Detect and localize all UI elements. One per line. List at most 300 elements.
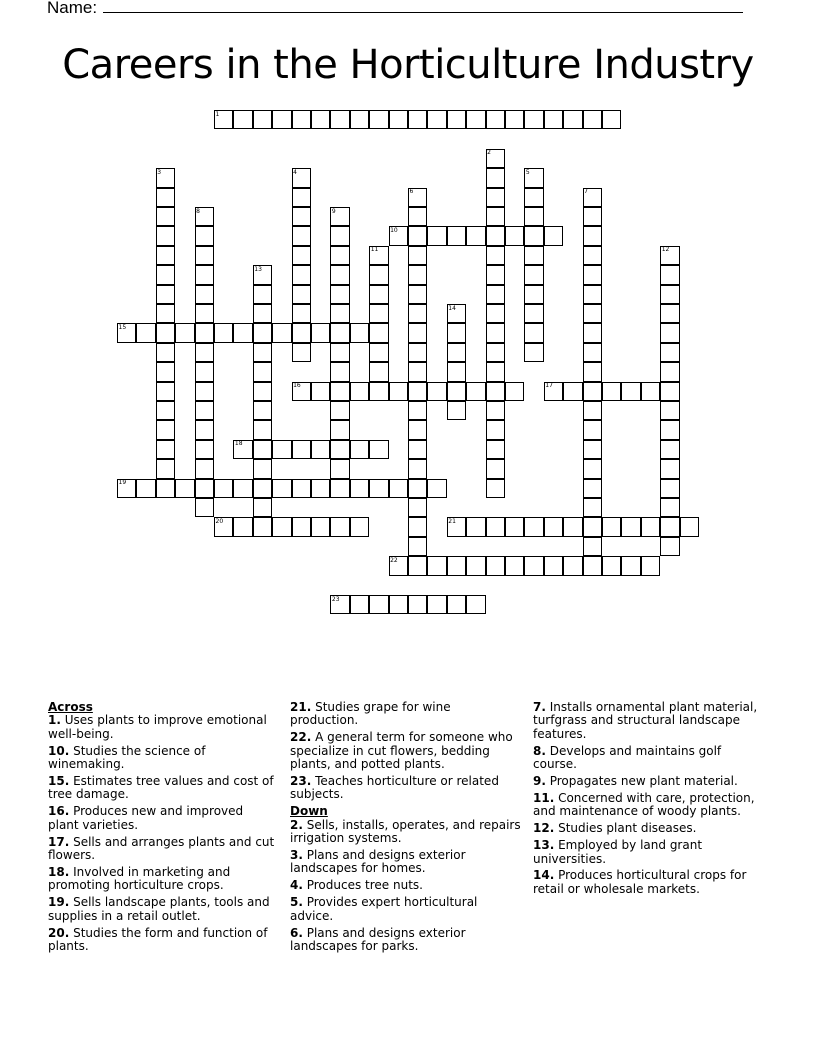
- crossword-cell[interactable]: [330, 440, 349, 459]
- crossword-cell[interactable]: [544, 517, 563, 536]
- crossword-cell[interactable]: [272, 517, 291, 536]
- crossword-cell[interactable]: [330, 479, 349, 498]
- crossword-cell[interactable]: [602, 517, 621, 536]
- crossword-cell[interactable]: [486, 188, 505, 207]
- crossword-cell[interactable]: [408, 304, 427, 323]
- crossword-cell[interactable]: [272, 440, 291, 459]
- crossword-cell[interactable]: [369, 343, 388, 362]
- crossword-cell[interactable]: [253, 285, 272, 304]
- clue-text: Provides expert horticultural advice.: [290, 895, 478, 923]
- crossword-cell[interactable]: [195, 226, 214, 245]
- crossword-cell[interactable]: [292, 517, 311, 536]
- clue-item: [533, 745, 768, 772]
- clue-text: Produces tree nuts.: [302, 878, 423, 893]
- cell-number: 22: [390, 556, 398, 564]
- crossword-cell[interactable]: [563, 110, 582, 129]
- crossword-cell[interactable]: [369, 440, 388, 459]
- crossword-cell[interactable]: [583, 479, 602, 498]
- crossword-cell[interactable]: [486, 440, 505, 459]
- clue-text: Sells, installs, operates, and repairs irrigation systems.: [290, 817, 521, 846]
- crossword-cell[interactable]: [136, 479, 155, 498]
- crossword-cell[interactable]: [621, 517, 640, 536]
- crossword-cell[interactable]: [292, 479, 311, 498]
- crossword-cell[interactable]: [447, 343, 466, 362]
- crossword-cell[interactable]: [253, 343, 272, 362]
- crossword-cell[interactable]: [330, 382, 349, 401]
- crossword-cell[interactable]: [156, 246, 175, 265]
- clue-number: 16.: [48, 804, 70, 819]
- crossword-cell[interactable]: [233, 517, 252, 536]
- crossword-cell[interactable]: [369, 323, 388, 342]
- crossword-cell[interactable]: [253, 440, 272, 459]
- crossword-cell[interactable]: [486, 479, 505, 498]
- crossword-cell[interactable]: [195, 401, 214, 420]
- clue-number: 15.: [48, 774, 70, 789]
- crossword-cell[interactable]: [486, 556, 505, 575]
- crossword-cell[interactable]: [195, 362, 214, 381]
- crossword-cell[interactable]: [466, 226, 485, 245]
- crossword-cell[interactable]: [583, 343, 602, 362]
- crossword-cell[interactable]: [195, 420, 214, 439]
- crossword-cell[interactable]: [524, 285, 543, 304]
- crossword-cell[interactable]: [195, 459, 214, 478]
- crossword-cell[interactable]: [486, 110, 505, 129]
- crossword-cell[interactable]: [408, 246, 427, 265]
- crossword-cell[interactable]: [408, 265, 427, 284]
- crossword-cell[interactable]: [292, 188, 311, 207]
- crossword-cell[interactable]: [136, 323, 155, 342]
- crossword-cell[interactable]: [233, 323, 252, 342]
- crossword-cell[interactable]: [389, 595, 408, 614]
- crossword-cell[interactable]: [350, 323, 369, 342]
- crossword-cell[interactable]: [563, 382, 582, 401]
- crossword-cell[interactable]: [466, 517, 485, 536]
- crossword-cell[interactable]: [311, 440, 330, 459]
- crossword-cell[interactable]: [583, 556, 602, 575]
- clue-text: Studies grape for wine production.: [290, 700, 451, 728]
- crossword-cell[interactable]: [408, 479, 427, 498]
- crossword-cell[interactable]: [311, 517, 330, 536]
- crossword-cell[interactable]: [602, 556, 621, 575]
- crossword-cell[interactable]: [156, 323, 175, 342]
- crossword-cell[interactable]: [583, 420, 602, 439]
- crossword-cell[interactable]: [583, 246, 602, 265]
- crossword-cell[interactable]: [660, 382, 679, 401]
- clue-number: 2.: [290, 817, 303, 832]
- crossword-cell[interactable]: [408, 420, 427, 439]
- crossword-cell[interactable]: [660, 537, 679, 556]
- crossword-cell[interactable]: [214, 479, 233, 498]
- crossword-cell[interactable]: [583, 498, 602, 517]
- crossword-cell[interactable]: [408, 459, 427, 478]
- clue-text: Teaches horticulture or related subjects.: [290, 774, 499, 802]
- crossword-cell[interactable]: [447, 556, 466, 575]
- crossword-cell[interactable]: [369, 382, 388, 401]
- crossword-cell[interactable]: [292, 246, 311, 265]
- crossword-cell[interactable]: [195, 246, 214, 265]
- crossword-cell[interactable]: [408, 207, 427, 226]
- crossword-cell[interactable]: [292, 207, 311, 226]
- crossword-cell[interactable]: [330, 459, 349, 478]
- crossword-cell[interactable]: [583, 362, 602, 381]
- crossword-cell[interactable]: [350, 595, 369, 614]
- clue-text: Studies the science of winemaking.: [48, 743, 206, 772]
- clue-item: [533, 839, 768, 866]
- crossword-cell[interactable]: [621, 556, 640, 575]
- crossword-cell[interactable]: [292, 110, 311, 129]
- crossword-cell[interactable]: [524, 207, 543, 226]
- crossword-cell[interactable]: [350, 382, 369, 401]
- clues-column-1: [48, 701, 276, 957]
- crossword-cell[interactable]: [253, 110, 272, 129]
- crossword-cell[interactable]: [486, 459, 505, 478]
- cell-number: 19: [118, 479, 127, 487]
- crossword-cell[interactable]: [660, 498, 679, 517]
- crossword-cell[interactable]: [505, 226, 524, 245]
- crossword-cell[interactable]: [156, 265, 175, 284]
- crossword-cell[interactable]: [486, 304, 505, 323]
- clue-item: [48, 866, 276, 893]
- crossword-cell[interactable]: [156, 420, 175, 439]
- crossword-cell[interactable]: [427, 556, 446, 575]
- crossword-cell[interactable]: [292, 323, 311, 342]
- crossword-cell[interactable]: [583, 323, 602, 342]
- crossword-cell[interactable]: [660, 440, 679, 459]
- crossword-cell[interactable]: [253, 420, 272, 439]
- crossword-cell[interactable]: [680, 517, 699, 536]
- crossword-cell[interactable]: [253, 362, 272, 381]
- crossword-cell[interactable]: [660, 362, 679, 381]
- crossword-cell[interactable]: [583, 226, 602, 245]
- crossword-cell[interactable]: [583, 537, 602, 556]
- crossword-cell[interactable]: [408, 226, 427, 245]
- crossword-cell[interactable]: [505, 382, 524, 401]
- crossword-cell[interactable]: [330, 517, 349, 536]
- crossword-cell[interactable]: [486, 168, 505, 187]
- crossword-cell[interactable]: [660, 517, 679, 536]
- clue-item: [290, 775, 522, 802]
- crossword-cell[interactable]: [350, 440, 369, 459]
- crossword-cell[interactable]: [408, 285, 427, 304]
- crossword-cell[interactable]: [369, 362, 388, 381]
- crossword-cell[interactable]: [447, 401, 466, 420]
- crossword-cell[interactable]: [156, 362, 175, 381]
- crossword-cell[interactable]: [427, 382, 446, 401]
- crossword-cell[interactable]: [369, 285, 388, 304]
- crossword-cell[interactable]: [544, 110, 563, 129]
- crossword-cell[interactable]: [583, 110, 602, 129]
- crossword-cell[interactable]: [311, 323, 330, 342]
- clue-item: [290, 879, 522, 892]
- crossword-cell[interactable]: [524, 556, 543, 575]
- crossword-cell[interactable]: [253, 401, 272, 420]
- crossword-cell[interactable]: [486, 382, 505, 401]
- crossword-cell[interactable]: [292, 265, 311, 284]
- crossword-cell[interactable]: [660, 323, 679, 342]
- crossword-cell[interactable]: [466, 110, 485, 129]
- crossword-cell[interactable]: [253, 517, 272, 536]
- crossword-cell[interactable]: [466, 595, 485, 614]
- clue-text: A general term for someone who specialize in cut flowers, bedding plants, and potted plants.: [290, 730, 513, 772]
- crossword-cell[interactable]: [583, 207, 602, 226]
- crossword-cell[interactable]: [195, 498, 214, 517]
- crossword-cell[interactable]: [408, 556, 427, 575]
- clue-item: [48, 745, 276, 772]
- crossword-cell[interactable]: [233, 110, 252, 129]
- crossword-cell[interactable]: [253, 382, 272, 401]
- crossword-cell[interactable]: [486, 246, 505, 265]
- crossword-cell[interactable]: [330, 226, 349, 245]
- crossword-cell[interactable]: [583, 265, 602, 284]
- crossword-cell[interactable]: [156, 207, 175, 226]
- crossword-cell[interactable]: [214, 323, 233, 342]
- crossword-cell[interactable]: [486, 226, 505, 245]
- crossword-cell[interactable]: [427, 110, 446, 129]
- crossword-cell[interactable]: [330, 265, 349, 284]
- crossword-cell[interactable]: [524, 343, 543, 362]
- crossword-cell[interactable]: [486, 401, 505, 420]
- crossword-cell[interactable]: [272, 479, 291, 498]
- clue-number: 20.: [48, 925, 70, 940]
- cell-number: 13: [254, 265, 262, 273]
- crossword-cell[interactable]: [311, 479, 330, 498]
- crossword-cell[interactable]: [369, 265, 388, 284]
- crossword-cell[interactable]: [156, 440, 175, 459]
- crossword-cell[interactable]: [195, 479, 214, 498]
- crossword-cell[interactable]: [369, 304, 388, 323]
- crossword-cell[interactable]: [195, 265, 214, 284]
- crossword-cell[interactable]: [330, 343, 349, 362]
- clue-item: [533, 775, 768, 788]
- crossword-cell[interactable]: [544, 226, 563, 245]
- crossword-cell[interactable]: [563, 517, 582, 536]
- clue-text: Concerned with care, protection, and maintenance of woody plants.: [533, 790, 755, 819]
- crossword-cell[interactable]: [641, 517, 660, 536]
- cell-number: 1: [215, 110, 220, 118]
- crossword-cell[interactable]: [408, 323, 427, 342]
- crossword-cell[interactable]: [466, 382, 485, 401]
- crossword-cell[interactable]: [408, 498, 427, 517]
- crossword-cell[interactable]: [447, 110, 466, 129]
- crossword-cell[interactable]: [195, 382, 214, 401]
- across-clue-list: [290, 701, 522, 802]
- crossword-cell[interactable]: [544, 556, 563, 575]
- crossword-cell[interactable]: [195, 440, 214, 459]
- crossword-cell[interactable]: [524, 110, 543, 129]
- crossword-cell[interactable]: [583, 459, 602, 478]
- crossword-cell[interactable]: [427, 479, 446, 498]
- crossword-cell[interactable]: [524, 304, 543, 323]
- crossword-cell[interactable]: [272, 323, 291, 342]
- crossword-cell[interactable]: [583, 401, 602, 420]
- crossword-cell[interactable]: [253, 479, 272, 498]
- crossword-cell[interactable]: [427, 595, 446, 614]
- crossword-cell[interactable]: [330, 362, 349, 381]
- clue-number: 18.: [48, 864, 70, 879]
- clue-item: [533, 869, 768, 896]
- clue-item: [290, 701, 522, 728]
- crossword-cell[interactable]: [195, 343, 214, 362]
- crossword-cell[interactable]: [369, 479, 388, 498]
- crossword-cell[interactable]: [447, 382, 466, 401]
- crossword-cell[interactable]: [583, 285, 602, 304]
- clue-number: 10.: [48, 743, 70, 758]
- crossword-cell[interactable]: [563, 556, 582, 575]
- crossword-cell[interactable]: [175, 323, 194, 342]
- crossword-cell[interactable]: [253, 323, 272, 342]
- crossword-cell[interactable]: [272, 110, 291, 129]
- crossword-cell[interactable]: [660, 459, 679, 478]
- crossword-cell[interactable]: [408, 595, 427, 614]
- crossword-cell[interactable]: [195, 323, 214, 342]
- crossword-cell[interactable]: [156, 401, 175, 420]
- crossword-cell[interactable]: [156, 382, 175, 401]
- crossword-cell[interactable]: [175, 479, 194, 498]
- crossword-cell[interactable]: [408, 401, 427, 420]
- crossword-cell[interactable]: [156, 285, 175, 304]
- crossword-cell[interactable]: [524, 226, 543, 245]
- crossword-cell[interactable]: [660, 401, 679, 420]
- crossword-cell[interactable]: [195, 304, 214, 323]
- crossword-cell[interactable]: [253, 304, 272, 323]
- crossword-cell[interactable]: [408, 517, 427, 536]
- crossword-cell[interactable]: [524, 517, 543, 536]
- crossword-cell[interactable]: [447, 323, 466, 342]
- crossword-cell[interactable]: [330, 401, 349, 420]
- crossword-cell[interactable]: [350, 110, 369, 129]
- clue-text: Produces new and improved plant varieties.: [48, 804, 244, 832]
- crossword-cell[interactable]: [292, 343, 311, 362]
- crossword-cell[interactable]: [660, 343, 679, 362]
- crossword-cell[interactable]: [660, 285, 679, 304]
- across-heading: Across: [48, 700, 93, 714]
- crossword-cell[interactable]: [330, 304, 349, 323]
- crossword-cell[interactable]: [350, 479, 369, 498]
- crossword-cell[interactable]: [486, 285, 505, 304]
- crossword-cell[interactable]: [486, 265, 505, 284]
- clue-item: [48, 927, 276, 954]
- crossword-cell[interactable]: [641, 382, 660, 401]
- crossword-cell[interactable]: [311, 110, 330, 129]
- crossword-cell[interactable]: [505, 556, 524, 575]
- crossword-cell[interactable]: [156, 188, 175, 207]
- cell-number: 18: [234, 440, 243, 448]
- crossword-cell[interactable]: [233, 479, 252, 498]
- cell-number: 10: [390, 226, 398, 234]
- crossword-cell[interactable]: [486, 362, 505, 381]
- crossword-cell[interactable]: [583, 382, 602, 401]
- crossword-cell[interactable]: [602, 382, 621, 401]
- crossword-cell[interactable]: [486, 517, 505, 536]
- crossword-cell[interactable]: [408, 537, 427, 556]
- crossword-cell[interactable]: [292, 440, 311, 459]
- crossword-cell[interactable]: [505, 517, 524, 536]
- crossword-cell[interactable]: [195, 285, 214, 304]
- clue-item: [290, 731, 522, 771]
- crossword-cell[interactable]: [524, 246, 543, 265]
- crossword-cell[interactable]: [486, 323, 505, 342]
- crossword-cell[interactable]: [408, 362, 427, 381]
- crossword-cell[interactable]: [389, 479, 408, 498]
- crossword-cell[interactable]: [253, 459, 272, 478]
- crossword-cell[interactable]: [408, 382, 427, 401]
- crossword-cell[interactable]: [330, 110, 349, 129]
- crossword-cell[interactable]: [311, 382, 330, 401]
- crossword-cell[interactable]: [330, 246, 349, 265]
- crossword-cell[interactable]: [350, 517, 369, 536]
- crossword-cell[interactable]: [156, 304, 175, 323]
- crossword-cell[interactable]: [330, 420, 349, 439]
- crossword-cell[interactable]: [292, 285, 311, 304]
- crossword-cell[interactable]: [447, 362, 466, 381]
- crossword-cell[interactable]: [583, 440, 602, 459]
- crossword-cell[interactable]: [408, 110, 427, 129]
- clue-text: Installs ornamental plant material, turfgrass and structural landscape features.: [533, 700, 758, 741]
- cell-number: 17: [545, 382, 553, 390]
- crossword-cell[interactable]: [447, 595, 466, 614]
- crossword-cell[interactable]: [330, 323, 349, 342]
- crossword-cell[interactable]: [660, 265, 679, 284]
- crossword-cell[interactable]: [156, 479, 175, 498]
- crossword-cell[interactable]: [389, 382, 408, 401]
- crossword-cell[interactable]: [602, 110, 621, 129]
- crossword-cell[interactable]: [486, 343, 505, 362]
- crossword-cell[interactable]: [621, 382, 640, 401]
- cell-number: 3: [157, 168, 162, 176]
- crossword-cell[interactable]: [660, 479, 679, 498]
- crossword-cell[interactable]: [486, 420, 505, 439]
- down-clue-list: [533, 701, 768, 896]
- crossword-cell[interactable]: [369, 110, 388, 129]
- page-title: Careers in the Horticulture Industry: [62, 42, 754, 88]
- crossword-cell[interactable]: [660, 420, 679, 439]
- crossword-cell[interactable]: [583, 304, 602, 323]
- cell-number: 21: [448, 517, 456, 525]
- crossword-cell[interactable]: [524, 323, 543, 342]
- clue-text: Produces horticultural crops for retail or wholesale markets.: [533, 868, 747, 896]
- crossword-cell[interactable]: [466, 556, 485, 575]
- crossword-cell[interactable]: [660, 304, 679, 323]
- crossword-cell[interactable]: [292, 304, 311, 323]
- crossword-cell[interactable]: [408, 343, 427, 362]
- clue-item: [48, 805, 276, 832]
- crossword-cell[interactable]: [486, 207, 505, 226]
- crossword-cell[interactable]: [330, 285, 349, 304]
- crossword-cell[interactable]: [292, 226, 311, 245]
- crossword-cell[interactable]: [156, 343, 175, 362]
- crossword-cell[interactable]: [156, 226, 175, 245]
- crossword-cell[interactable]: [524, 265, 543, 284]
- clue-item: [48, 896, 276, 923]
- down-clue-list: [290, 819, 522, 954]
- crossword-cell[interactable]: [408, 440, 427, 459]
- crossword-cell[interactable]: [583, 517, 602, 536]
- clue-item: [290, 819, 522, 846]
- crossword-cell[interactable]: [253, 498, 272, 517]
- crossword-cell[interactable]: [427, 226, 446, 245]
- across-clue-list: [48, 714, 276, 953]
- crossword-cell[interactable]: [505, 110, 524, 129]
- crossword-cell[interactable]: [389, 110, 408, 129]
- clue-number: 19.: [48, 895, 70, 910]
- clue-item: [533, 822, 768, 835]
- crossword-cell[interactable]: [156, 459, 175, 478]
- cell-number: 4: [293, 168, 297, 176]
- crossword-cell[interactable]: [447, 226, 466, 245]
- crossword-cell[interactable]: [369, 595, 388, 614]
- crossword-cell[interactable]: [641, 556, 660, 575]
- crossword-cell[interactable]: [524, 188, 543, 207]
